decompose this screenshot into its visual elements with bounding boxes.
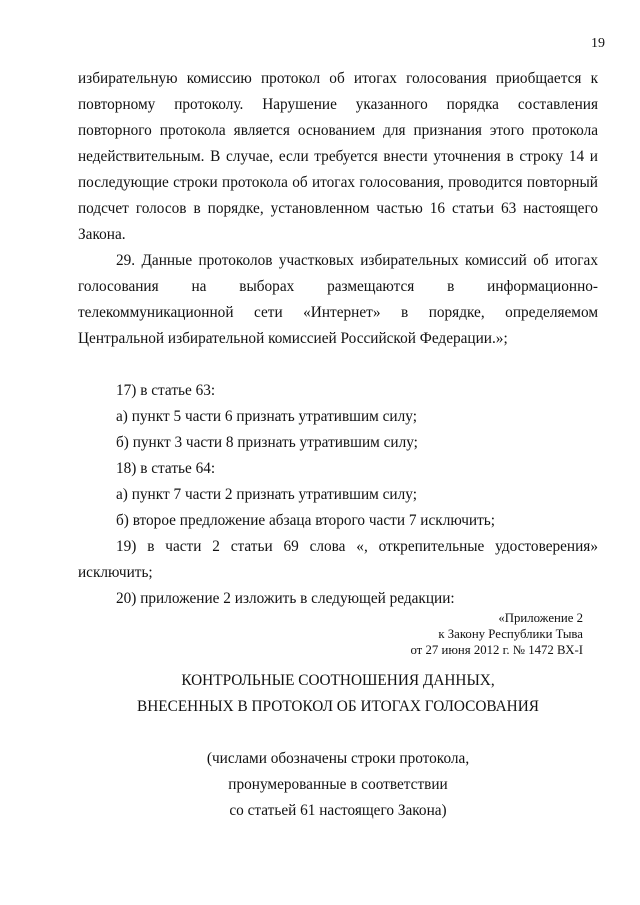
paragraph-item-18b: б) второе предложение абзаца второго части 7 исключить; bbox=[116, 512, 495, 529]
paragraph-item-18: 18) в статье 64: bbox=[116, 460, 216, 477]
paragraph-item-29: 29. Данные протоколов участковых избирательных комиссий об итогах голосования на выборах размещаются в информационно-телекоммуникационной сети «Интернет» в порядке, определяемом Центральной избирательной комиссией Российской Федерации.»; bbox=[78, 252, 598, 347]
paragraph-item-17: 17) в статье 63: bbox=[116, 382, 216, 399]
page-number: 19 bbox=[591, 36, 605, 51]
paragraph-item-17a: а) пункт 5 части 6 признать утратившим силу; bbox=[116, 408, 417, 425]
subnote-line: со статьей 61 настоящего Закона) bbox=[229, 802, 447, 819]
section-heading bbox=[78, 668, 598, 720]
paragraph-item-19: 19) в части 2 статьи 69 слова «, открепительные удостоверения» исключить; bbox=[78, 538, 598, 581]
heading-line: ВНЕСЕННЫХ В ПРОТОКОЛ ОБ ИТОГАХ ГОЛОСОВАНИЯ bbox=[137, 698, 539, 715]
paragraph-item-18a: а) пункт 7 части 2 признать утратившим силу; bbox=[116, 486, 417, 503]
appendix-note bbox=[410, 610, 583, 658]
appendix-note-line: от 27 июня 2012 г. № 1472 ВХ-I bbox=[410, 643, 583, 657]
paragraph-item-20: 20) приложение 2 изложить в следующей редакции: bbox=[116, 590, 455, 607]
paragraph-item-17b: б) пункт 3 части 8 признать утратившим силу; bbox=[116, 434, 418, 451]
subnote-line: (числами обозначены строки протокола, bbox=[206, 750, 470, 767]
appendix-note-line: «Приложение 2 bbox=[498, 611, 583, 625]
appendix-note-line: к Закону Республики Тыва bbox=[438, 627, 583, 641]
subnote-line: пронумерованные в соответствии bbox=[228, 776, 448, 793]
heading-subnote bbox=[78, 746, 598, 824]
body-text bbox=[78, 66, 598, 612]
heading-line: КОНТРОЛЬНЫЕ СООТНОШЕНИЯ ДАННЫХ, bbox=[181, 672, 495, 689]
paragraph-continuation: избирательную комиссию протокол об итогах голосования приобщается к повторному протоколу. Нарушение указанного порядка составления повторного протокола является основанием для признания этого протокола недействительным. В случае, если требуется внести уточнения в строку 14 и последующие строки протокола об итогах голосования, проводится повторный подсчет голосов в порядке, установленном частью 16 статьи 63 настоящего Закона. bbox=[78, 70, 598, 243]
